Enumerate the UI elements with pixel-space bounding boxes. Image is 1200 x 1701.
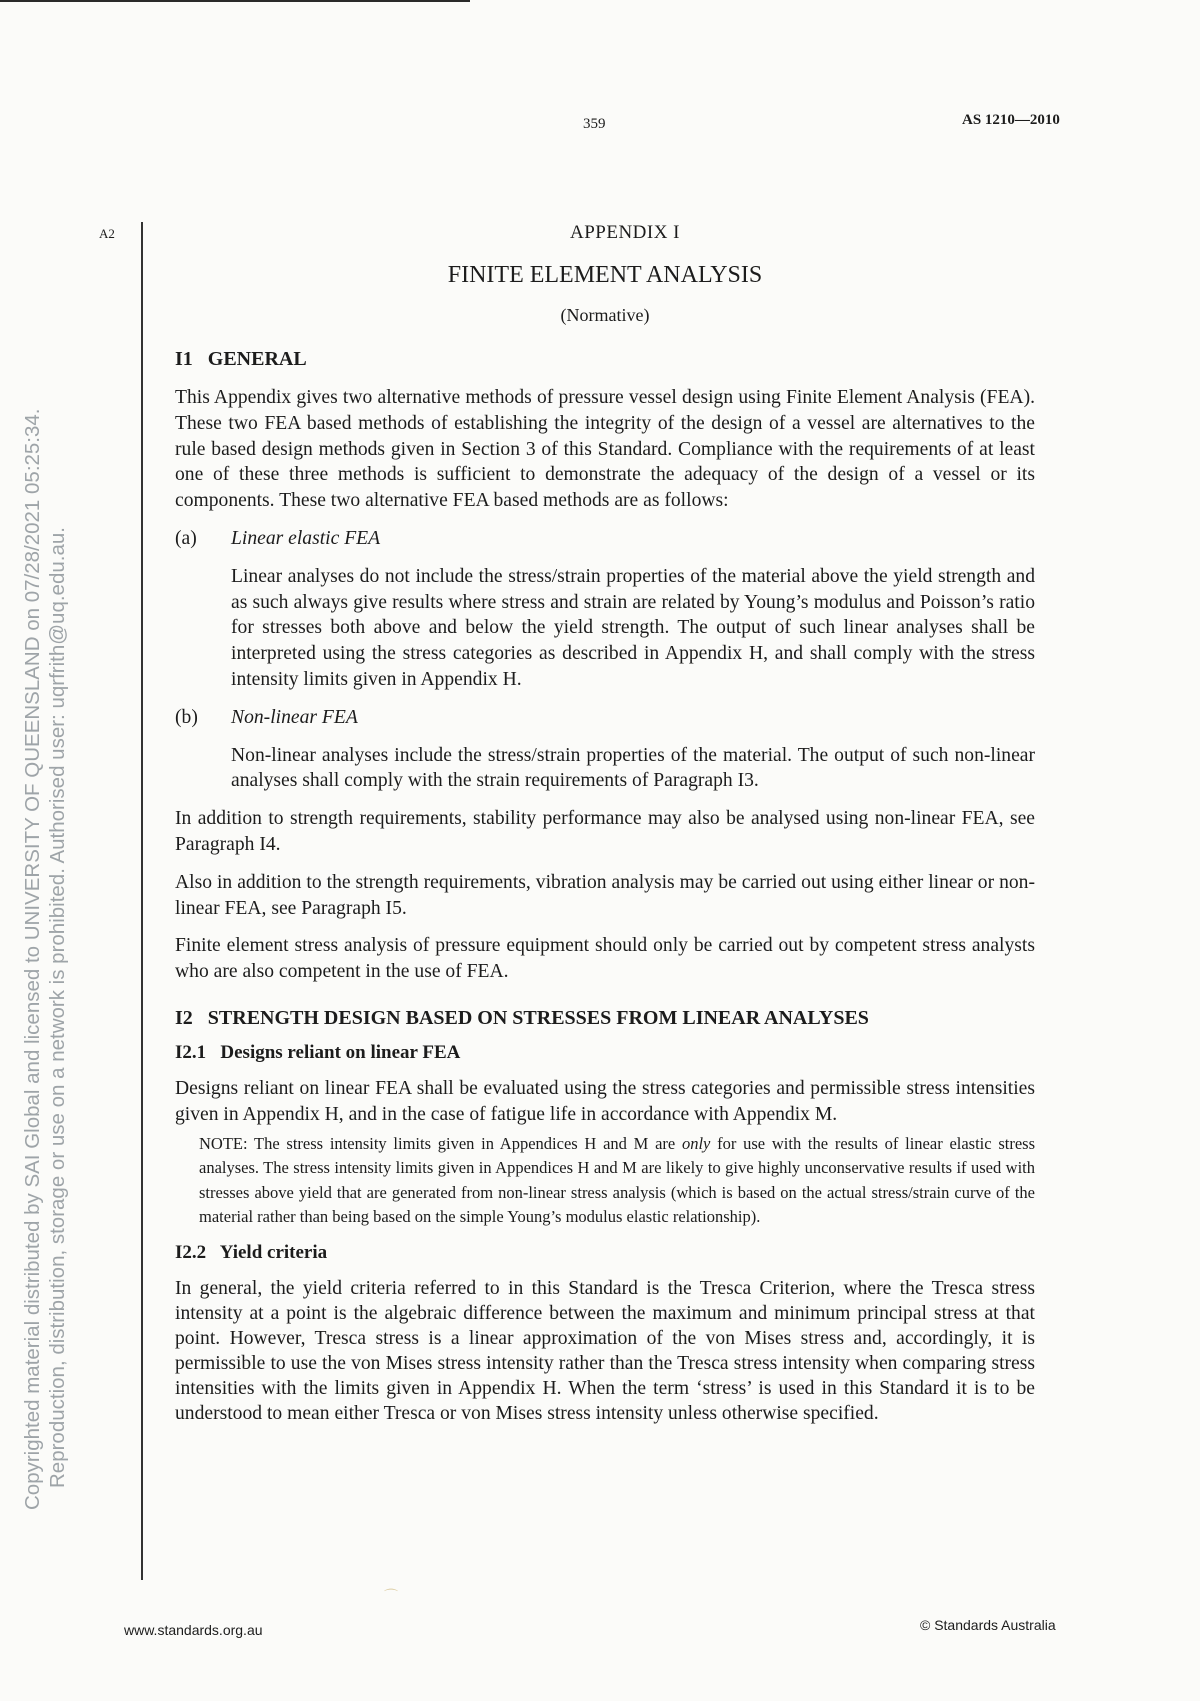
list-item-title: Linear elastic FEA — [231, 527, 381, 549]
page-number: 359 — [583, 116, 606, 132]
paragraph-competent: Finite element stress analysis of pressure equipment should only be carried out by competent stress analysts who are also competent in the use of FEA. — [175, 935, 1035, 983]
list-item-title: Non-linear FEA — [231, 706, 358, 728]
section-heading-i2: I2 STRENGTH DESIGN BASED ON STRESSES FROM LINEAR ANALYSES — [175, 1006, 869, 1029]
standard-reference: AS 1210—2010 — [962, 112, 1060, 128]
watermark-line-1: Copyrighted material distributed by SAI Global and licensed to UNIVERSITY OF QUEENSLAND on 07/28/2021 05:25:34. — [21, 408, 44, 1510]
paragraph-stability: In addition to strength requirements, stability performance may also be analysed using non-linear FEA, see Paragraph I4. — [175, 808, 1035, 855]
section-heading-i1: I1 GENERAL — [175, 348, 307, 370]
note-emphasis: only — [681, 1133, 711, 1153]
page-content — [175, 222, 1035, 1426]
amendment-change-bar — [141, 222, 143, 1580]
list-item-label: (a) — [175, 527, 197, 549]
note-text-end: for use with the results of linear elastic stress analyses. The stress intensity limits given in Appendices H and M are likely to give highly unconservative results if used with stresses above yield that are generated from non-linear stress analysis (which is based on the actual stress/strain curve of the material rather than being based on the simple Young’s modulus elastic relationship). — [199, 1133, 1035, 1227]
footer-copyright: © Standards Australia — [920, 1617, 1056, 1633]
note-i2-1 — [199, 1132, 1035, 1230]
watermark-line-2: Reproduction, distribution, storage or use on a network is prohibited. Authorised user: uqrfrith@uq.edu.au. — [46, 527, 69, 1488]
paragraph-vibration: Also in addition to the strength requirements, vibration analysis may be carried out using either linear or non-linear FEA, see Paragraph I5. — [175, 871, 1035, 919]
copyright-watermark — [20, 408, 70, 1510]
amendment-marker: A2 — [99, 226, 115, 241]
list-item-label: (b) — [175, 706, 198, 728]
paragraph-i2-2: In general, the yield criteria referred to in this Standard is the Tresca Criterion, where the Tresca stress intensity at a point is the algebraic difference between the maximum and minimum principal stress at that point. However, Tresca stress is a linear approximation of the von Mises stress and, accordingly, it is permissible to use the von Mises stress intensity rather than the Tresca stress intensity when comparing stress intensities with the limits given in Appendix H. When the term ‘stress’ is used in this Standard it is to be understood to mean either Tresca or von Mises stress intensity unless otherwise specified. — [175, 1277, 1035, 1424]
note-text-start: NOTE: The stress intensity limits given in Appendices H and M are — [199, 1133, 682, 1153]
list-item-b — [175, 705, 1035, 731]
ink-mark: ⌒ — [384, 1590, 398, 1605]
paragraph-i2-1: Designs reliant on linear FEA shall be evaluated using the stress categories and permissible stress intensities given in Appendix H, and in the case of fatigue life in accordance with Appendix M. — [175, 1077, 1035, 1125]
footer-website: www.standards.org.au — [124, 1622, 263, 1638]
appendix-title: FINITE ELEMENT ANALYSIS — [447, 262, 763, 288]
list-item-b-text: Non-linear analyses include the stress/strain properties of the material. The output of such non-linear analyses shall comply with the strain requirements of Paragraph I3. — [231, 744, 1035, 792]
list-item-a-text: Linear analyses do not include the stress/strain properties of the material above the yield strength and as such always give results where stress and strain are related by Young’s modulus and Poisson’s ratio for stresses both above and below the yield strength. The output of such linear analyses shall be interpreted using the stress categories as described in Appendix H, and shall comply with the stress intensity limits given in Appendix H. — [231, 565, 1035, 690]
appendix-status: (Normative) — [560, 305, 650, 325]
subsection-heading-i2-2: I2.2 Yield criteria — [175, 1241, 328, 1263]
list-item-a — [175, 526, 1035, 552]
appendix-label: APPENDIX I — [569, 222, 681, 243]
paragraph-intro: This Appendix gives two alternative methods of pressure vessel design using Finite Element Analysis (FEA). These two FEA based methods of establishing the integrity of the design of a vessel are alternatives to the rule based design methods given in Section 3 of this Standard. Compliance with the requirements of at least one of these three methods is sufficient to demonstrate the adequacy of the design of a vessel or its components. These two alternative FEA based methods are as follows: — [175, 387, 1035, 512]
subsection-heading-i2-1: I2.1 Designs reliant on linear FEA — [175, 1041, 461, 1063]
top-rule — [0, 0, 470, 2]
appendix-header — [175, 222, 1035, 326]
